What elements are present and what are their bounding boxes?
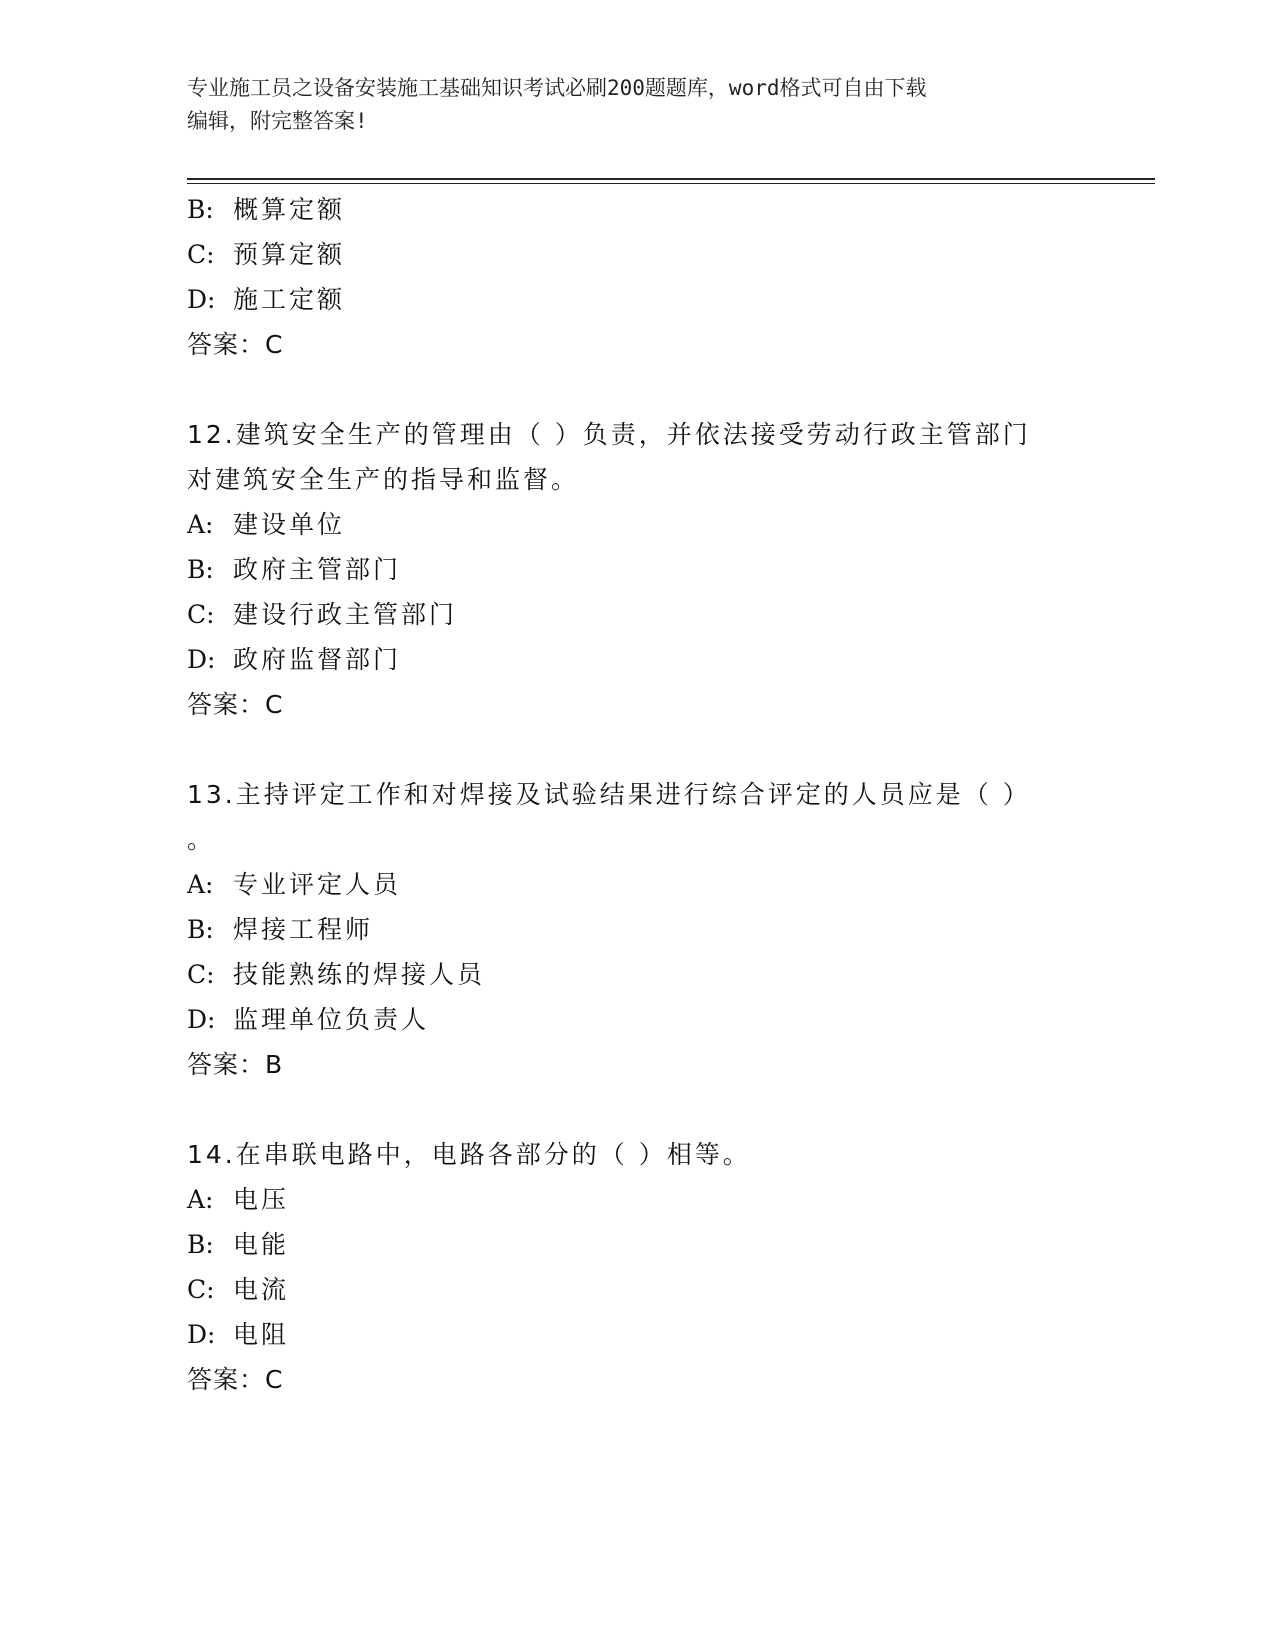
option-b: B: 电能 bbox=[187, 1230, 290, 1259]
header-divider bbox=[187, 178, 1155, 180]
document-header bbox=[187, 72, 1067, 138]
option-a: A: 专业评定人员 bbox=[187, 870, 402, 899]
option-a: A: 建设单位 bbox=[187, 510, 346, 539]
question-12-stem-line-1: 12.建筑安全生产的管理由（ ）负责，并依法接受劳动行政主管部门 bbox=[187, 420, 1031, 449]
option-c: C: 建设行政主管部门 bbox=[187, 600, 458, 629]
option-d: D: 政府监督部门 bbox=[187, 645, 402, 674]
option-c: C: 预算定额 bbox=[187, 240, 346, 269]
header-line-1: 专业施工员之设备安装施工基础知识考试必刷200题题库，word格式可自由下载 bbox=[187, 76, 927, 100]
answer-line: 答案：C bbox=[187, 330, 284, 359]
question-12-stem-line-2: 对建筑安全生产的指导和监督。 bbox=[187, 465, 580, 494]
option-c: C: 电流 bbox=[187, 1275, 290, 1304]
option-c: C: 技能熟练的焊接人员 bbox=[187, 960, 486, 989]
answer-line: 答案：C bbox=[187, 690, 284, 719]
header-line-2: 编辑，附完整答案! bbox=[187, 109, 368, 133]
question-14-stem: 14.在串联电路中，电路各部分的（ ）相等。 bbox=[187, 1140, 751, 1169]
option-a: A: 电压 bbox=[187, 1185, 290, 1214]
option-b: B: 焊接工程师 bbox=[187, 915, 374, 944]
option-d: D: 施工定额 bbox=[187, 285, 346, 314]
answer-line: 答案：C bbox=[187, 1365, 284, 1394]
option-d: D: 监理单位负责人 bbox=[187, 1005, 430, 1034]
header-divider-thin bbox=[187, 183, 1155, 184]
question-13-stem-line-2: 。 bbox=[187, 825, 216, 854]
option-d: D: 电阻 bbox=[187, 1320, 290, 1349]
option-b: B: 政府主管部门 bbox=[187, 555, 402, 584]
answer-line: 答案：B bbox=[187, 1050, 284, 1079]
option-b: B: 概算定额 bbox=[187, 195, 346, 224]
question-13-stem-line-1: 13.主持评定工作和对焊接及试验结果进行综合评定的人员应是（ ） bbox=[187, 780, 1031, 809]
